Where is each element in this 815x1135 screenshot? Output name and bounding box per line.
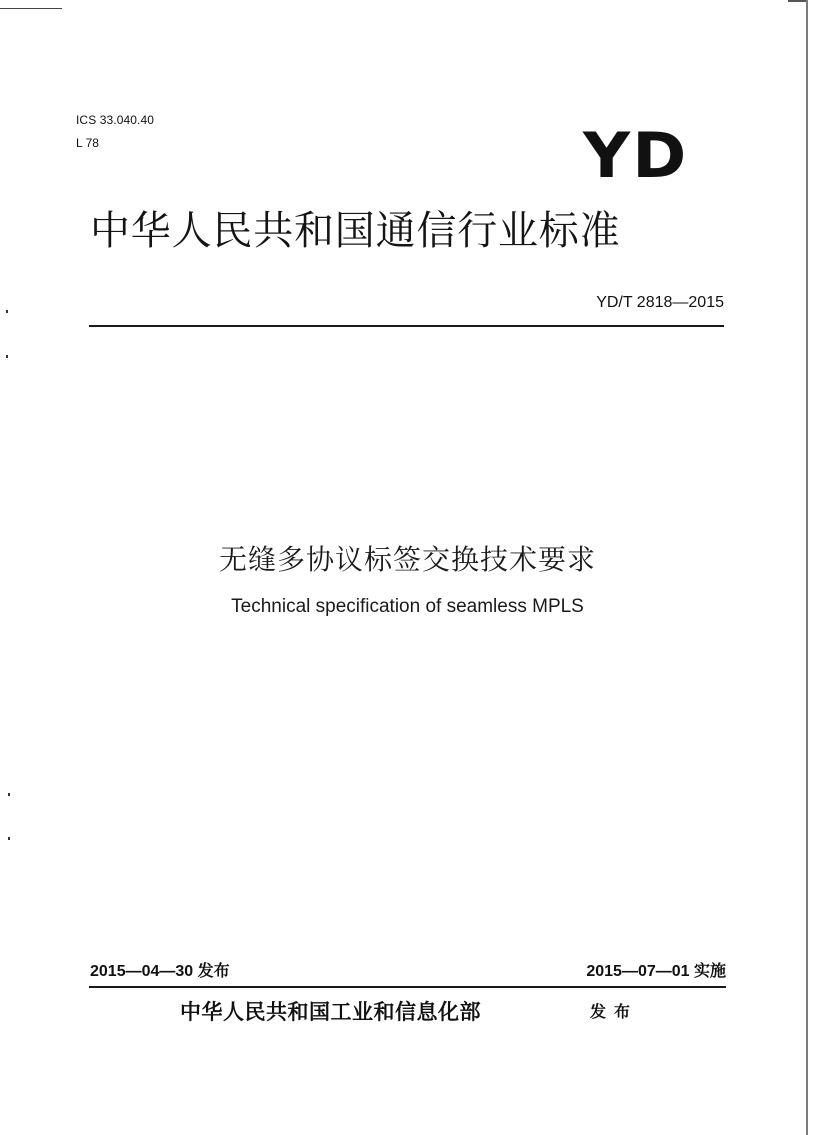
ics-code: ICS 33.040.40 — [76, 113, 155, 127]
scan-artifact-dot — [6, 310, 8, 313]
standard-category-title: 中华人民共和国通信行业标准 — [90, 208, 621, 254]
publisher-name: 中华人民共和国工业和信息化部 — [180, 999, 481, 1024]
footer-divider — [89, 986, 726, 988]
document-title-english: Technical specification of seamless MPLS — [231, 596, 584, 617]
scan-artifact-dot — [8, 837, 10, 840]
header-divider — [89, 325, 724, 327]
scan-artifact-dot — [8, 793, 10, 796]
implementation-date: 2015—07—01 实施 — [586, 963, 726, 980]
standard-number: YD/T 2818—2015 — [596, 294, 724, 311]
yd-logo: YD — [583, 119, 689, 192]
issue-date: 2015—04—30 发布 — [90, 963, 230, 980]
ccs-code: L 78 — [76, 136, 99, 150]
publish-label: 发布 — [590, 1002, 639, 1021]
scan-artifact-line — [0, 8, 62, 9]
scan-artifact-line — [788, 0, 806, 2]
document-title-chinese: 无缝多协议标签交换技术要求 — [218, 543, 596, 576]
scan-artifact-dot — [6, 355, 8, 358]
